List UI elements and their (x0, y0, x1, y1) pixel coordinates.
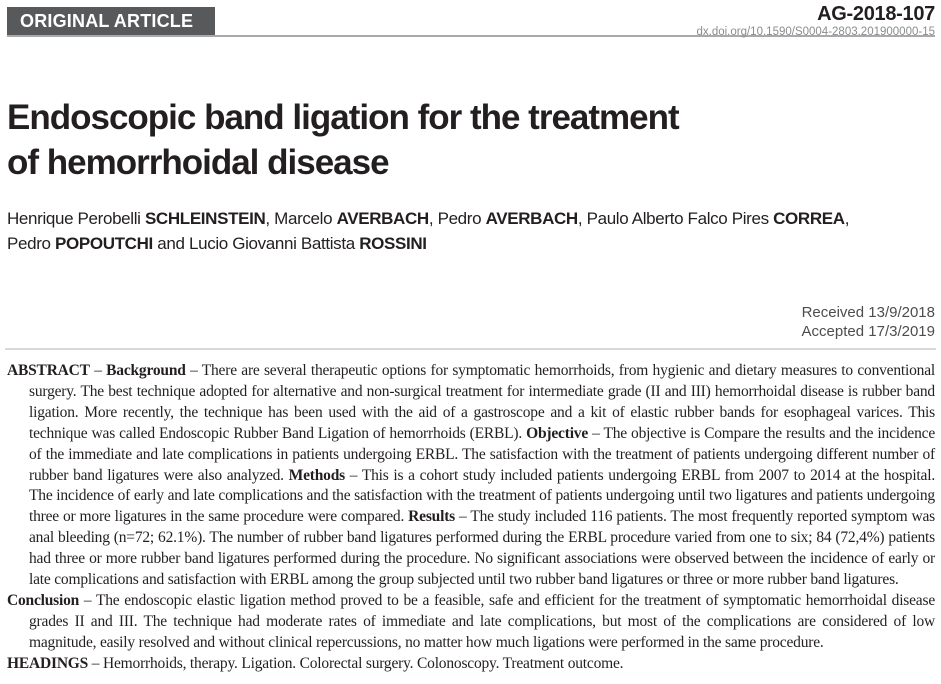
article-code: AG-2018-107 (817, 3, 935, 25)
abstract-divider (5, 348, 936, 350)
received-date: Received 13/9/2018 (801, 304, 935, 321)
masthead-right (696, 3, 935, 39)
accepted-date: Accepted 17/3/2019 (801, 322, 935, 340)
page-title: Endoscopic band ligation for the treatment of hemorrhoidal disease (7, 98, 679, 182)
doi-text: dx.doi.org/10.1590/S0004-2803.201900000-15 (696, 26, 935, 38)
abstract-paragraph-2: Conclusion – The endoscopic elastic ligation method proved to be a feasible, safe and efficient for the treatment of symptomatic hemorrhoidal disease grades II and III. The technique had moderate rates of immediate and late complications, but most of the complications are considered of low magnitude, easily resolved and without clinical repercussions, no matter how much ligations were performed in the same procedure. (7, 591, 935, 651)
abstract-paragraph-1: ABSTRACT – Background – There are several therapeutic options for symptomatic hemorrhoids, from hygienic and dietary measures to conventional surgery. The best technique adopted for alternative and non-surgical treatment for intermediate grade (II and III) hemorrhoidal disease is rubber band ligation. More recently, the technique has been used with the aid of a gastroscope and a kit of elastic rubber bands for esophageal varices. This technique was called Endoscopic Rubber Band Ligation of hemorrhoids (ERBL). Objective – The objective is Compare the results and the incidence of the immediate and late complications in patients undergoing ERBL. The satisfaction with the treatment of patients undergoing different number of rubber band ligatures were also analyzed. Methods – This is a cohort study included patients undergoing ERBL from 2007 to 2014 at the hospital. The incidence of early and late complications and the satisfaction with the treatment of patients undergoing until two ligatures and patients undergoing three or more ligatures in the same procedure were compared. Results – The study included 116 patients. The most frequently reported symptom was anal bleeding (n=72; 62.1%). The number of rubber band ligatures performed during the ERBL procedure varied from one to six; 84 (72,4%) patients had three or more rubber band ligatures performed during the procedure. No significant associations were observed between the incidence of early or late complications and satisfaction with ERBL among the group subjected until two rubber band ligatures or three or more rubber band ligatures. (7, 362, 936, 589)
authors-line: Henrique Perobelli SCHLEINSTEIN, Marcelo AVERBACH, Pedro AVERBACH, Paulo Alberto Falco Pires CORREA, Pedro POPOUTCHI and Lucio Giovanni Battista ROSSINI (7, 209, 850, 253)
headings-line: HEADINGS – Hemorrhoids, therapy. Ligation. Colorectal surgery. Colonoscopy. Treatment outcome. (7, 654, 624, 672)
article-type-label: ORIGINAL ARTICLE (20, 11, 194, 31)
article-type-banner (7, 7, 215, 36)
abstract-block (7, 361, 935, 675)
dates-block (802, 304, 935, 341)
